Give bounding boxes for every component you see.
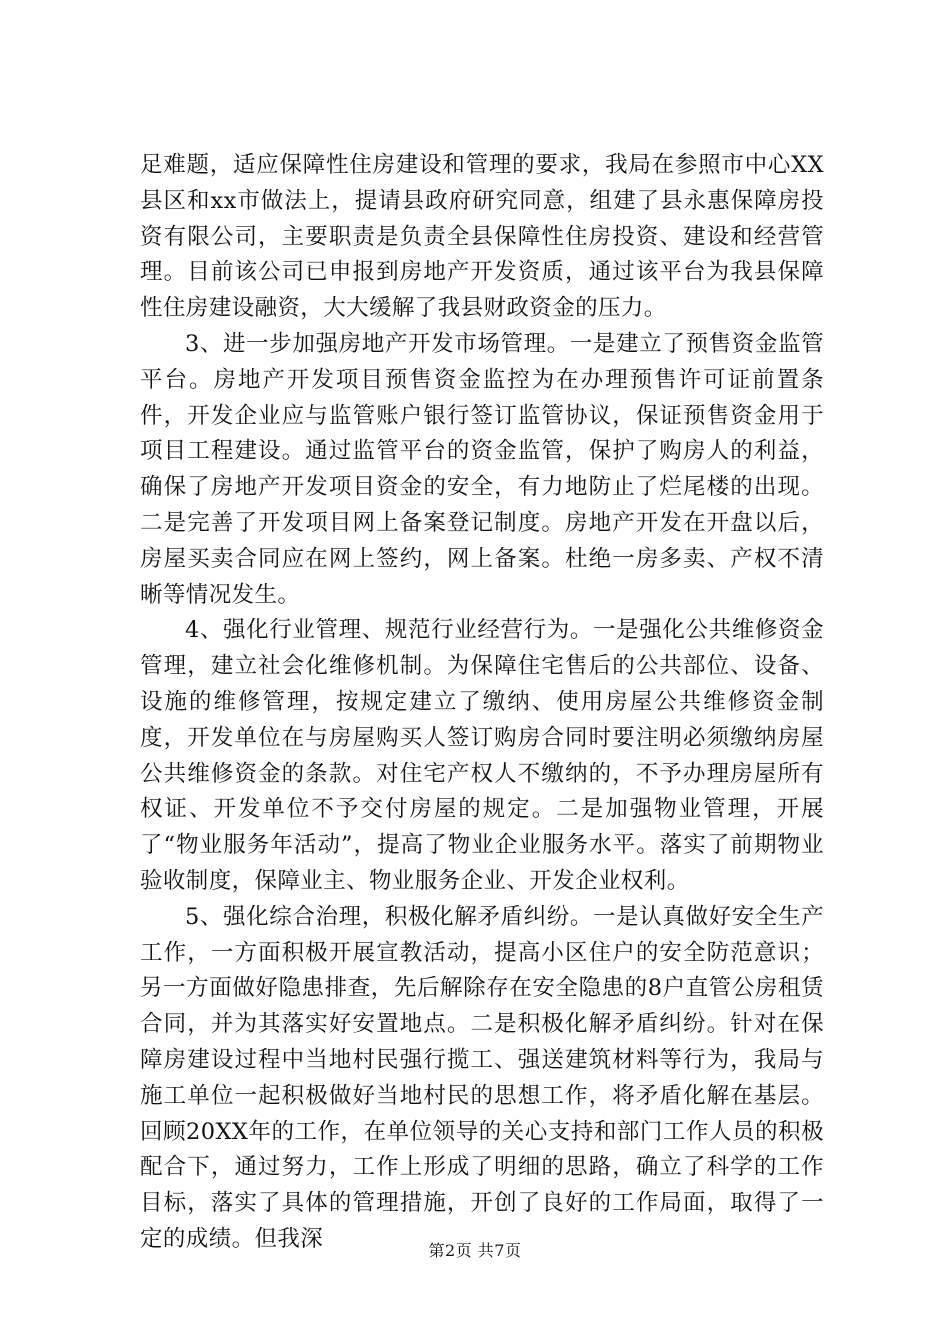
page-footer: 第2页 共7页 [428,1241,522,1260]
paragraph-4: 5、强化综合治理，积极化解矛盾纠纷。一是认真做好安全生产工作，一方面积极开展宣教活动，提高小区住户的安全防范意识；另一方面做好隐患排查，先后解除存在安全隐患的8户直管公房租赁合同，并为其落实好安置地点。二是积极化解矛盾纠纷。针对在保障房建设过程中当地村民强行揽工、强送建筑材料等行为，我局与施工单位一起积极做好当地村民的思想工作，将矛盾化解在基层。回顾20XX年的工作，在单位领导的关心支持和部门工作人员的积极配合下，通过努力，工作上形成了明细的思路，确立了科学的工作目标，落实了具体的管理措施，开创了良好的工作局面，取得了一定的成绩。但我深 [140,903,824,1252]
paragraph-2: 3、进一步加强房地产开发市场管理。一是建立了预售资金监管平台。房地产开发项目预售资金监控为在办理预售许可证前置条件，开发企业应与监管账户银行签订监管协议，保证预售资金用于项目工程建设。通过监管平台的资金监管，保护了购房人的利益，确保了房地产开发项目资金的安全，有力地防止了烂尾楼的出现。二是完善了开发项目网上备案登记制度。房地产开发在开盘以后，房屋买卖合同应在网上签约，网上备案。杜绝一房多卖、产权不清晰等情况发生。 [140,330,824,608]
paragraph-1: 足难题，适应保障性住房建设和管理的要求，我局在参照市中心XX县区和xx市做法上，提请县政府研究同意，组建了县永惠保障房投资有限公司，主要职责是负责全县保障性住房投资、建设和经营管理。目前该公司已申报到房地产开发资质，通过该平台为我县保障性住房建设融资，大大缓解了我县财政资金的压力。 [140,152,824,322]
paragraph-3: 4、强化行业管理、规范行业经营行为。一是强化公共维修资金管理，建立社会化维修机制。为保障住宅售后的公共部位、设备、设施的维修管理，按规定建立了缴纳、使用房屋公共维修资金制度，开发单位在与房屋购买人签订购房合同时要注明必须缴纳房屋公共维修资金的条款。对住宅产权人不缴纳的，不予办理房屋所有权证、开发单位不予交付房屋的规定。二是加强物业管理，开展了“物业服务年活动”，提高了物业企业服务水平。落实了前期物业验收制度，保障业主、物业服务企业、开发企业权利。 [140,617,824,894]
document-body [140,148,824,1258]
